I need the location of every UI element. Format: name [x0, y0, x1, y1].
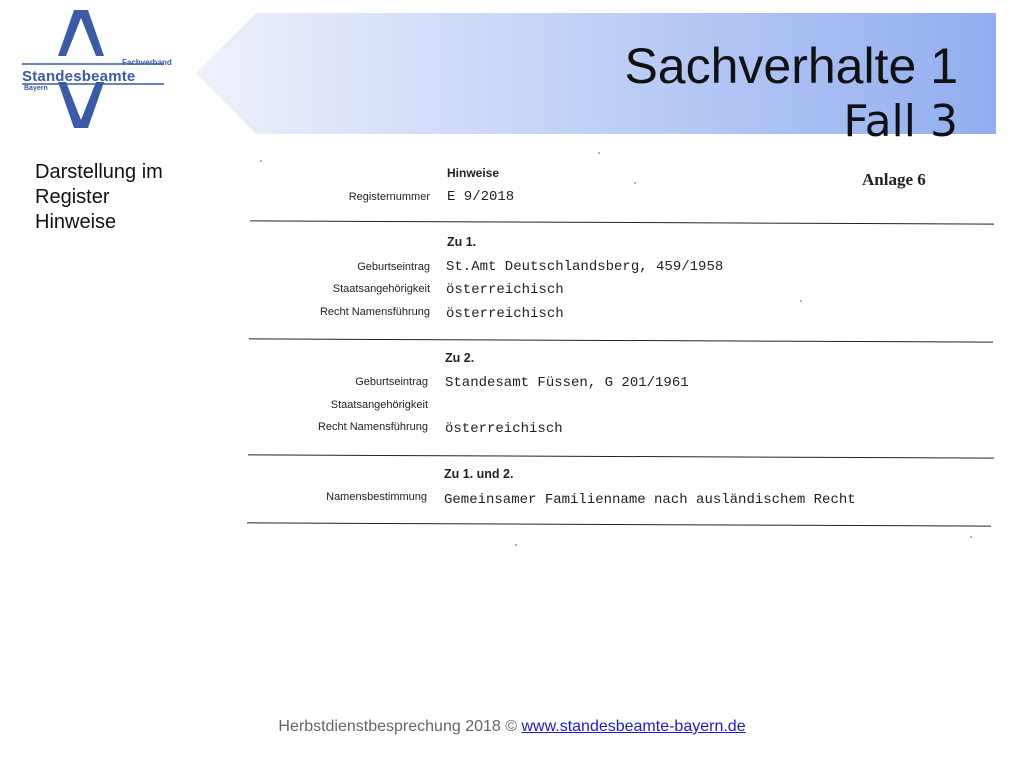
field-value: österreichisch: [446, 306, 564, 322]
field-label: Staatsangehörigkeit: [330, 399, 428, 411]
logo-main-text: Standesbeamte: [22, 68, 136, 85]
separator-line: [248, 454, 994, 458]
field-value: österreichisch: [445, 421, 563, 437]
footer: [0, 718, 1024, 736]
footer-website-link[interactable]: www.standesbeamte-bayern.de: [521, 718, 746, 735]
field-label: Recht Namensführung: [319, 306, 430, 318]
field-label: Geburtseintrag: [355, 376, 428, 388]
register-label: Registernummer: [348, 191, 430, 203]
scan-speck: [634, 182, 636, 184]
section-title: Zu 1. und 2.: [444, 467, 514, 481]
side-description-line: Hinweise: [35, 211, 117, 233]
scan-speck: [515, 544, 517, 546]
scan-speck: [970, 536, 972, 538]
field-value: österreichisch: [446, 282, 564, 298]
field-label: Staatsangehörigkeit: [332, 283, 430, 295]
separator-line: [250, 220, 994, 224]
scan-speck: [800, 300, 802, 302]
scan-speck: [260, 160, 262, 162]
header-banner: [196, 13, 996, 147]
field-value: Standesamt Füssen, G 201/1961: [445, 375, 689, 391]
side-description-line: Register: [35, 186, 110, 208]
field-label: Namensbestimmung: [326, 491, 427, 503]
page-subtitle: Fall 3: [843, 96, 958, 147]
document-heading: Hinweise: [447, 166, 500, 180]
anlage-label: Anlage 6: [862, 170, 926, 189]
logo: [18, 8, 172, 132]
field-value: St.Amt Deutschlandsberg, 459/1958: [446, 259, 724, 275]
page-title: Sachverhalte 1: [624, 38, 958, 94]
side-description-line: Darstellung im: [35, 161, 163, 183]
separator-line: [247, 522, 991, 526]
footer-text: Herbstdienstbesprechung 2018 ©: [278, 718, 522, 735]
section-title: Zu 1.: [447, 235, 477, 249]
field-value: Gemeinsamer Familienname nach ausländischem Recht: [444, 492, 856, 508]
field-label: Geburtseintrag: [357, 261, 430, 273]
side-description: [35, 160, 195, 235]
scan-speck: [598, 152, 600, 154]
field-label: Recht Namensführung: [317, 421, 428, 433]
separator-line: [249, 338, 993, 342]
scanned-register-document: [240, 140, 1000, 555]
section-title: Zu 2.: [445, 351, 475, 365]
logo-verband-text: Fachverband: [122, 58, 172, 67]
logo-region-text: Bayern: [24, 85, 48, 92]
register-value: E 9/2018: [447, 189, 515, 205]
